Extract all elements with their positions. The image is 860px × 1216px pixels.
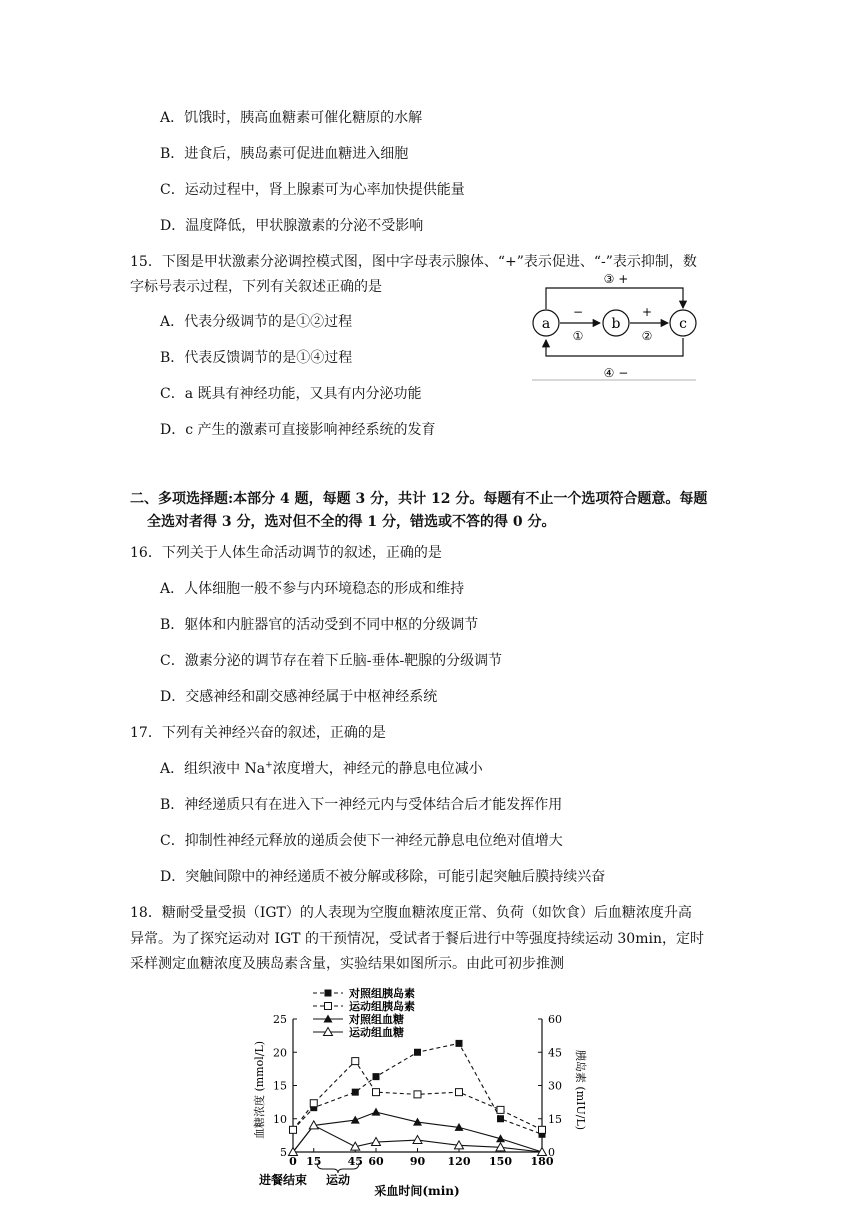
series-point: [373, 1073, 380, 1080]
series-point: [456, 1089, 463, 1096]
q15-stem-line1: 15．下图是甲状激素分泌调控模式图，图中字母表示腺体、“+”表示促进、“-”表示抑制，数: [130, 254, 697, 270]
chart-ylabel-right: 胰岛素 (mIU/L): [574, 1049, 587, 1131]
q17-stem: 17．下列有关神经兴奋的叙述，正确的是: [130, 725, 386, 741]
arrow-4: [546, 338, 683, 356]
x-tick-label: 180: [530, 1155, 554, 1168]
series-point: [352, 1058, 359, 1065]
series-point: [539, 1126, 546, 1133]
series-point: [352, 1089, 359, 1096]
q15-option-b: B．代表反馈调节的是①④过程: [160, 350, 353, 366]
series-point: [373, 1089, 380, 1096]
annotation-meal-end: 进餐结束: [258, 1173, 308, 1187]
y-left-tick-label: 20: [273, 1046, 287, 1060]
q14-option-d: D．温度降低，甲状腺激素的分泌不受影响: [160, 218, 424, 234]
glucose-insulin-chart: [245, 985, 605, 1200]
label-4: ④ −: [603, 366, 629, 380]
legend-label: 运动组胰岛素: [349, 1000, 415, 1013]
x-tick-label: 45: [347, 1155, 363, 1168]
q17-option-a-post: 浓度增大，神经元的静息电位减小: [272, 761, 483, 777]
q16-option-b: B．躯体和内脏器官的活动受到不同中枢的分级调节: [160, 617, 479, 633]
q17-option-c: C．抑制性神经元释放的递质会使下一神经元静息电位绝对值增大: [160, 833, 563, 849]
section2-heading-line2: 全选对者得 3 分，选对但不全的得 1 分，错选或不答的得 0 分。: [147, 514, 556, 530]
q17-option-a: [160, 758, 483, 778]
y-right-tick-label: 0: [548, 1146, 555, 1159]
q18-stem-line3: 采样测定血糖浓度及胰岛素含量，实验结果如图所示。由此可初步推测: [130, 956, 564, 972]
thyroid-regulation-diagram: [528, 268, 700, 384]
node-c-label: c: [679, 316, 687, 332]
y-right-tick-label: 30: [548, 1079, 562, 1093]
series-point: [413, 1136, 422, 1144]
node-b-label: b: [611, 316, 621, 332]
y-right-tick-label: 15: [548, 1112, 562, 1126]
x-tick-label: 150: [489, 1155, 512, 1168]
series-point: [414, 1049, 421, 1056]
chart-legend: [313, 986, 415, 1039]
q15-option-d: D．c 产生的激素可直接影响神经系统的发育: [160, 422, 436, 438]
y-right-tick-label: 45: [548, 1046, 562, 1060]
x-tick-label: 15: [306, 1155, 322, 1168]
node-a-label: a: [541, 316, 551, 332]
annotation-exercise: 运动: [325, 1173, 351, 1187]
y-left-tick-label: 5: [280, 1146, 287, 1159]
legend-label: 对照组血糖: [349, 1013, 404, 1026]
chart-ylabel-left: 血糖浓度 (mmol/L): [253, 1040, 266, 1140]
q17-option-a-pre: A．组织液中 Na: [160, 761, 266, 777]
legend-label: 对照组胰岛素: [349, 987, 415, 1000]
y-right-tick-label: 60: [548, 1013, 562, 1026]
section2-heading-line1: 二、多项选择题:本部分 4 题，每题 3 分，共计 12 分。每题有不止一个选项符合题意。每题: [130, 491, 708, 507]
q17-option-a-sup: +: [265, 760, 273, 771]
y-left-tick-label: 10: [273, 1112, 287, 1126]
series-point: [414, 1091, 421, 1098]
sign-ab: −: [572, 305, 584, 319]
legend-marker: [325, 990, 332, 997]
q16-stem: 16．下列关于人体生命活动调节的叙述，正确的是: [130, 545, 442, 561]
y-left-tick-label: 25: [273, 1013, 287, 1026]
q18-stem-line2: 异常。为了探究运动对 IGT 的干预情况，受试者于餐后进行中等强度持续运动 30min，定时: [130, 931, 704, 947]
legend-marker: [325, 1003, 332, 1010]
label-1: ①: [572, 329, 584, 343]
x-tick-label: 120: [447, 1155, 471, 1168]
series-point: [372, 1108, 381, 1116]
x-tick-label: 90: [409, 1155, 426, 1168]
x-tick-label: 0: [289, 1155, 297, 1168]
chart-series: [289, 1040, 547, 1156]
q14-option-b: B．进食后，胰岛素可促进血糖进入细胞: [160, 146, 409, 162]
legend-label: 运动组血糖: [349, 1026, 404, 1039]
q16-option-d: D．交感神经和副交感神经属于中枢神经系统: [160, 689, 438, 705]
series-point: [351, 1116, 360, 1124]
x-tick-label: 60: [368, 1155, 384, 1168]
series-point: [290, 1126, 297, 1133]
q15-stem-line2: 字标号表示过程，下列有关叙述正确的是: [130, 279, 382, 295]
series-point: [497, 1106, 504, 1113]
series-point: [310, 1100, 317, 1107]
q15-option-c: C．a 既具有神经功能，又具有内分泌功能: [160, 386, 422, 402]
q14-option-a: A．饥饿时，胰高血糖素可催化糖原的水解: [160, 110, 423, 126]
chart-xlabel: 采血时间(min): [374, 1184, 460, 1198]
series-point: [497, 1115, 504, 1122]
arrow-3: [546, 288, 683, 309]
label-3: ③ +: [603, 272, 629, 286]
label-2: ②: [641, 329, 653, 343]
q18-stem-line1: 18．糖耐受量受损（IGT）的人表现为空腹血糖浓度正常、负荷（如饮食）后血糖浓度升高: [130, 905, 692, 921]
q16-option-a: A．人体细胞一般不参与内环境稳态的形成和维持: [160, 581, 465, 597]
sign-bc: +: [641, 305, 653, 319]
q14-option-c: C．运动过程中，肾上腺素可为心率加快提供能量: [160, 182, 465, 198]
q15-option-a: A．代表分级调节的是①②过程: [160, 314, 353, 330]
y-left-tick-label: 15: [273, 1079, 287, 1093]
series-point: [456, 1040, 463, 1047]
q17-option-b: B．神经递质只有在进入下一神经元内与受体结合后才能发挥作用: [160, 797, 563, 813]
q17-option-d: D．突触间隙中的神经递质不被分解或移除，可能引起突触后膜持续兴奋: [160, 869, 606, 885]
q16-option-c: C．激素分泌的调节存在着下丘脑-垂体-靶腺的分级调节: [160, 653, 503, 669]
